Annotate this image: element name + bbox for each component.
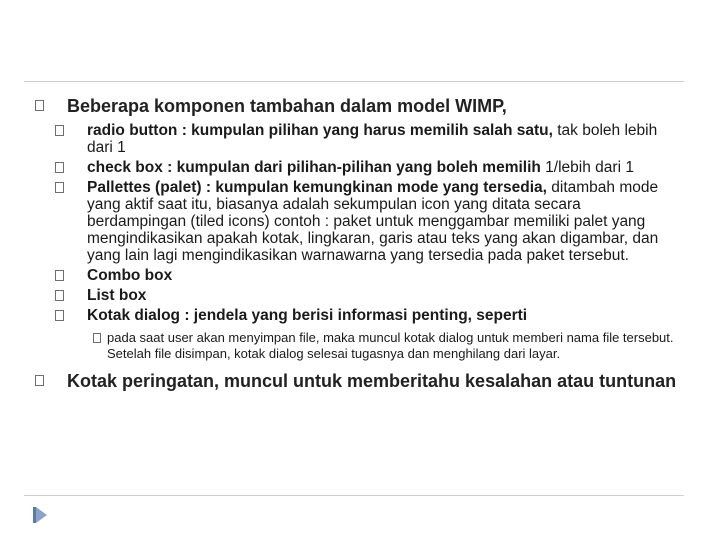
term-label: List box (87, 287, 147, 304)
term-label: check box : kumpulan dari pilihan-pilihan yang boleh memilih (87, 159, 541, 176)
slide-content (33, 96, 683, 392)
term-description: ditambah mode yang aktif saat itu, biasanya adalah sekumpulan icon yang ditata secara berdampingan (tiled icons) contoh : paket untuk menggambar memiliki palet yang mengindikasikan apakah kotak, lingkaran, garis atau teks yang akan digambar, dan yang lain lagi mengindikasikan warnawarna yang tersedia pada paket tersebut. (87, 179, 659, 264)
sub-bullet-item (33, 287, 683, 304)
sub-bullet-item (33, 267, 683, 284)
bullet-text: pada saat user akan menyimpan file, maka muncul kotak dialog untuk memberi nama file tersebut. Setelah file disimpan, kotak dialog selesai tugasnya dan menghilang dari layar. (107, 330, 674, 361)
bullet-box-icon (55, 310, 64, 321)
bullet-box-icon (55, 290, 64, 301)
bullet-text: Kotak peringatan, muncul untuk memberitahu kesalahan atau tuntunan (67, 371, 677, 391)
slide-nav-arrow-icon (33, 507, 47, 523)
bullet-item (33, 96, 683, 117)
sub-bullet-item (33, 159, 683, 176)
bottom-divider (24, 495, 684, 496)
sub-bullet-item (33, 122, 683, 156)
bullet-box-icon (55, 270, 64, 281)
term-label: Combo box (87, 267, 173, 284)
bullet-box-icon (93, 333, 101, 343)
bullet-box-icon (35, 375, 44, 386)
sub-bullet-item (33, 307, 683, 324)
term-label: radio button : kumpulan pilihan yang harus memilih salah satu, (87, 122, 553, 139)
bullet-box-icon (55, 125, 64, 136)
bullet-item (33, 371, 683, 392)
bullet-box-icon (55, 182, 64, 193)
term-label: Kotak dialog : jendela yang berisi informasi penting, seperti (87, 307, 528, 324)
bullet-box-icon (55, 162, 64, 173)
term-description: tak boleh lebih dari 1 (87, 122, 658, 156)
bullet-box-icon (35, 100, 44, 111)
term-label: Pallettes (palet) : kumpulan kemungkinan mode yang tersedia, (87, 179, 547, 196)
term-description: 1/lebih dari 1 (540, 159, 634, 176)
sub-bullet-item (33, 179, 683, 264)
top-divider (24, 81, 684, 82)
bullet-text: Beberapa komponen tambahan dalam model WIMP, (67, 96, 507, 116)
sub-sub-bullet-item (33, 330, 683, 362)
